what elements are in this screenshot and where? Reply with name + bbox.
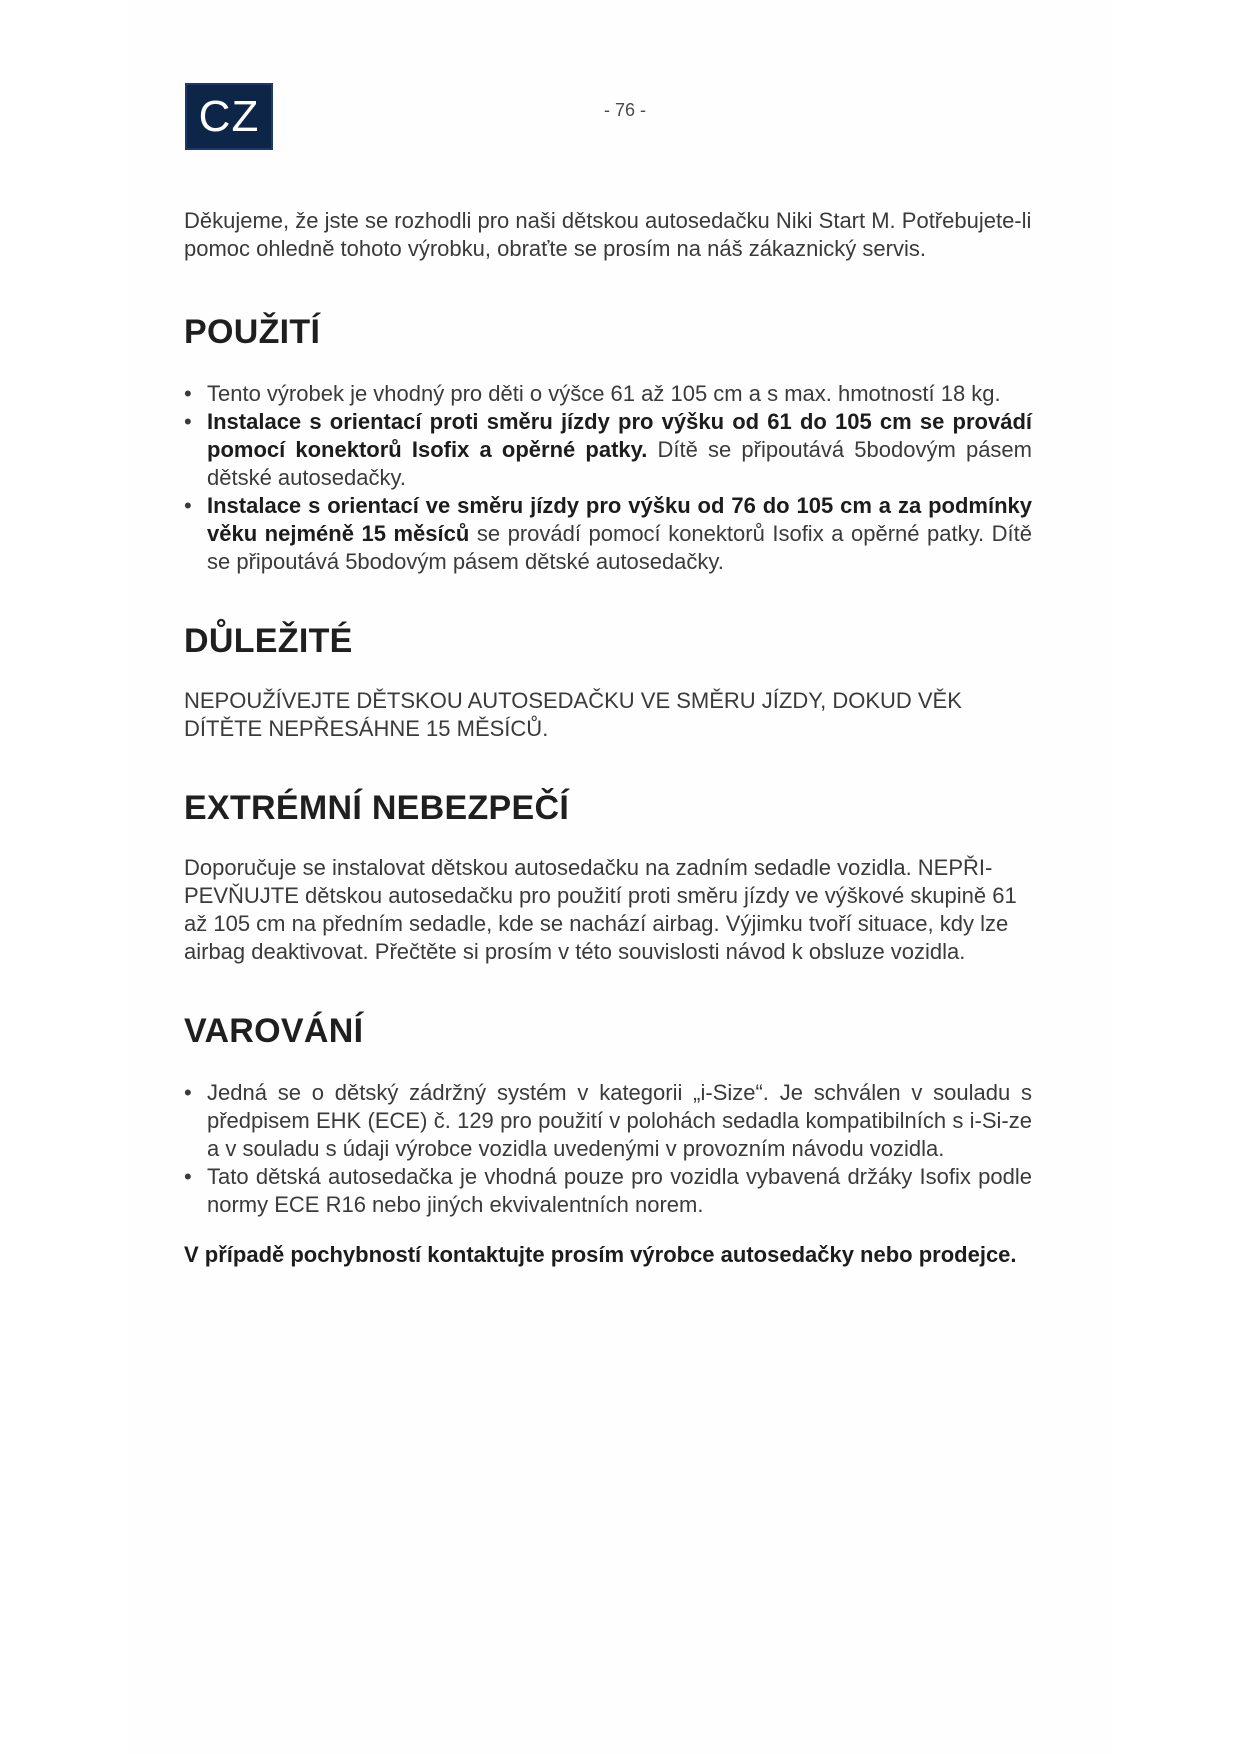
danger-paragraph: Doporučuje se instalovat dětskou autosedačku na zadním sedadle vozidla. NEPŘI-PEVŇUJTE dětskou autosedačku pro použití proti směru jízdy ve výškové skupině 61 až 105 cm na předním sedadle, kde se nachází airbag. Výjimku tvoří situace, kdy lze airbag deaktivovat. Přečtěte si prosím v této souvislosti návod k obsluze vozidla. [184, 855, 1017, 964]
bullet-icon: • [184, 493, 192, 518]
list-item-text: Jedná se o dětský zádržný systém v kategorii „i-Size“. Je schválen v souladu s předpisem EHK (ECE) č. 129 pro použití v polohách sedadla kompatibilních s i-Si-ze a v souladu s údaji výrobce vozidla uvedenými v provozním návodu vozidla. [207, 1080, 1032, 1161]
document-body [184, 207, 1032, 1269]
list-item-bold: Instalace s orientací ve směru jízdy pro výšku od 76 do 105 cm a za podmínky věku nejméně 15 měsíců [207, 493, 1032, 546]
intro-paragraph: Děkujeme, že jste se rozhodli pro naši dětskou autosedačku Niki Start M. Potřebujete-li pomoc ohledně tohoto výrobku, obraťte se prosím na náš zákaznický servis. [184, 208, 1032, 261]
list-item-bold: Instalace s orientací proti směru jízdy pro výšku od 61 do 105 cm se provádí pomocí konektorů Isofix a opěrné patky. [207, 409, 1032, 462]
section-heading-dulezite: DŮLEŽITÉ [184, 622, 353, 660]
list-item-text: Tento výrobek je vhodný pro děti o výšce 61 až 105 cm a s max. hmotností 18 kg. [207, 381, 1001, 406]
page-number: - 76 - [603, 100, 646, 120]
list-item-text: Dítě se připoutává 5bodovým pásem dětské autosedačky. [207, 437, 1032, 490]
bullet-icon: • [184, 409, 192, 434]
list-item [184, 1163, 1032, 1219]
bullet-icon: • [184, 1164, 192, 1189]
bullet-icon: • [184, 1080, 192, 1105]
closing-note: V případě pochybností kontaktujte prosím výrobce autosedačky nebo prodejce. [184, 1242, 1017, 1267]
section-heading-pouziti: POUŽITÍ [184, 313, 321, 351]
list-item [184, 1079, 1032, 1163]
list-item [184, 380, 1032, 408]
section-heading-varovani: VAROVÁNÍ [184, 1012, 364, 1050]
language-badge [185, 83, 273, 150]
important-paragraph: NEPOUŽÍVEJTE DĚTSKOU AUTOSEDAČKU VE SMĚRU JÍZDY, DOKUD VĚK DÍTĚTE NEPŘESÁHNE 15 MĚSÍCŮ. [184, 688, 962, 741]
list-item-text: se provádí pomocí konektorů Isofix a opěrné patky. Dítě se připoutává 5bodovým pásem dětské autosedačky. [207, 521, 1032, 574]
list-item [184, 408, 1032, 492]
warning-list [184, 1079, 1032, 1219]
list-item-text: Tato dětská autosedačka je vhodná pouze pro vozidla vybavená držáky Isofix podle normy ECE R16 nebo jiných ekvivalentních norem. [207, 1164, 1032, 1217]
list-item [184, 492, 1032, 576]
bullet-icon: • [184, 381, 192, 406]
section-heading-extremni-nebezpeci: EXTRÉMNÍ NEBEZPEČÍ [184, 789, 570, 827]
language-badge-label: CZ [198, 91, 260, 141]
usage-list [184, 380, 1032, 576]
